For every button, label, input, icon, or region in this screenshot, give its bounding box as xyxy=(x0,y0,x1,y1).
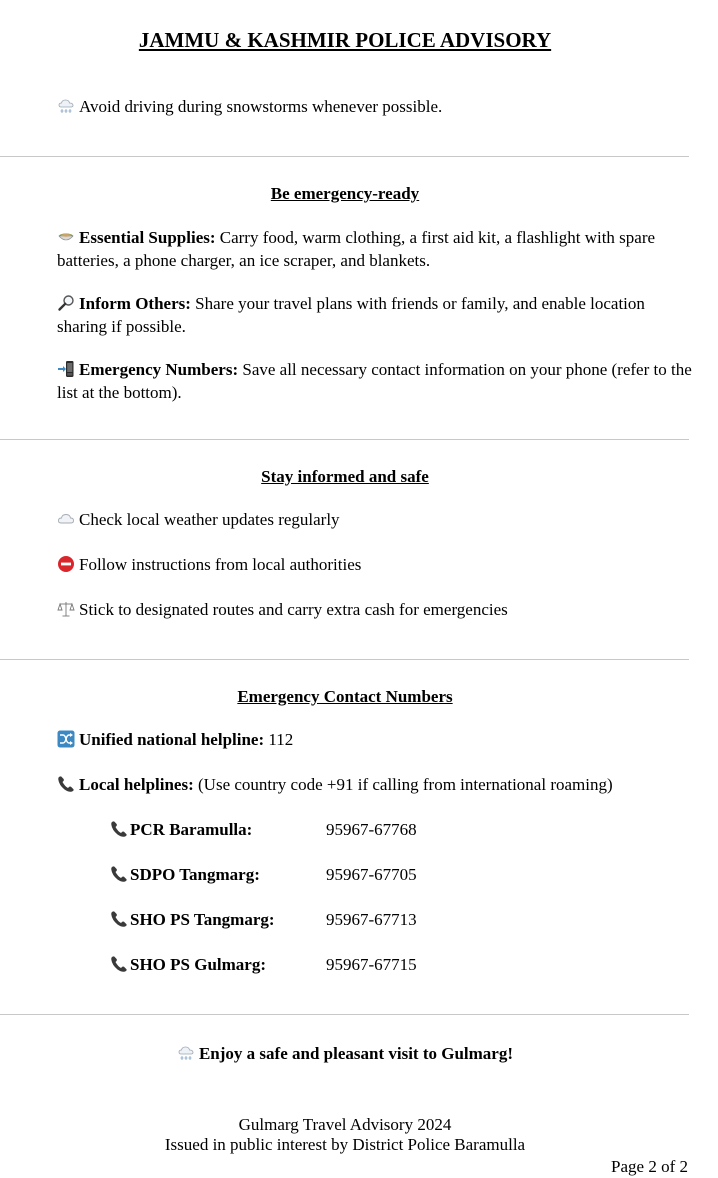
contact-label: SDPO Tangmarg: xyxy=(130,865,260,884)
divider xyxy=(0,439,689,440)
list-item xyxy=(57,508,697,531)
divider xyxy=(0,1014,689,1015)
local-text: (Use country code +91 if calling from international roaming) xyxy=(193,775,613,794)
unified-helpline xyxy=(57,728,697,751)
mobile-phone-icon xyxy=(57,360,75,378)
item-label: Emergency Numbers: xyxy=(79,360,239,379)
list-item xyxy=(57,598,697,621)
snow-cloud-icon xyxy=(57,97,75,115)
contact-row xyxy=(110,818,417,841)
closing-line xyxy=(0,1042,690,1065)
scales-icon xyxy=(57,600,75,618)
contact-row xyxy=(110,908,417,931)
item-text: Stick to designated routes and carry extra cash for emergencies xyxy=(79,600,508,619)
item-text: Carry food, warm clothing, a first aid kit, a flashlight with spare batteries, a phone charger, an ice scraper, and blankets. xyxy=(57,228,656,270)
shuffle-icon xyxy=(57,730,75,748)
contact-number: 95967-67705 xyxy=(326,865,417,884)
unified-label: Unified national helpline: xyxy=(79,730,265,749)
contact-label: SHO PS Tangmarg: xyxy=(130,910,275,929)
contact-label: PCR Baramulla: xyxy=(130,820,253,839)
phone-icon xyxy=(110,910,128,928)
phone-icon xyxy=(110,955,128,973)
section-heading-emergency-ready: Be emergency-ready xyxy=(270,184,420,203)
list-item xyxy=(57,358,697,404)
footer-line-1: Gulmarg Travel Advisory 2024 xyxy=(238,1115,452,1134)
item-text: Share your travel plans with friends or family, and enable location sharing if possible. xyxy=(57,294,645,336)
local-label: Local helplines: xyxy=(79,775,194,794)
section-heading-contacts: Emergency Contact Numbers xyxy=(237,687,453,706)
page-number: Page 2 of 2 xyxy=(611,1157,688,1176)
phone-icon xyxy=(110,820,128,838)
contact-row xyxy=(110,953,417,976)
item-text: Follow instructions from local authorities xyxy=(79,555,362,574)
phone-icon xyxy=(110,865,128,883)
magnifier-icon xyxy=(57,294,75,312)
closing-text: Enjoy a safe and pleasant visit to Gulmarg! xyxy=(198,1044,514,1063)
snow-cloud-icon xyxy=(177,1044,195,1062)
item-label: Essential Supplies: xyxy=(79,228,216,247)
contact-label: SHO PS Gulmarg: xyxy=(130,955,267,974)
contact-number: 95967-67768 xyxy=(326,820,417,839)
item-label: Inform Others: xyxy=(79,294,191,313)
cloud-icon xyxy=(57,510,75,528)
divider xyxy=(0,156,689,157)
contact-number: 95967-67715 xyxy=(326,955,417,974)
footer-line-2: Issued in public interest by District Police Baramulla xyxy=(164,1135,526,1154)
local-helplines xyxy=(57,773,697,796)
intro-line xyxy=(57,95,697,118)
divider xyxy=(0,659,689,660)
contact-row xyxy=(110,863,417,886)
unified-value: 112 xyxy=(264,730,294,749)
section-heading-stay-informed: Stay informed and safe xyxy=(261,467,429,486)
phone-icon xyxy=(57,775,75,793)
food-bowl-icon xyxy=(57,228,75,246)
item-text: Save all necessary contact information on your phone (refer to the list at the bottom). xyxy=(57,360,692,402)
list-item xyxy=(57,553,697,576)
list-item xyxy=(57,292,697,338)
contact-number: 95967-67713 xyxy=(326,910,417,929)
no-entry-icon xyxy=(57,555,75,573)
list-item xyxy=(57,226,697,272)
item-text: Check local weather updates regularly xyxy=(79,510,340,529)
page-title: JAMMU & KASHMIR POLICE ADVISORY xyxy=(138,28,552,52)
intro-text: Avoid driving during snowstorms whenever possible. xyxy=(79,97,443,116)
